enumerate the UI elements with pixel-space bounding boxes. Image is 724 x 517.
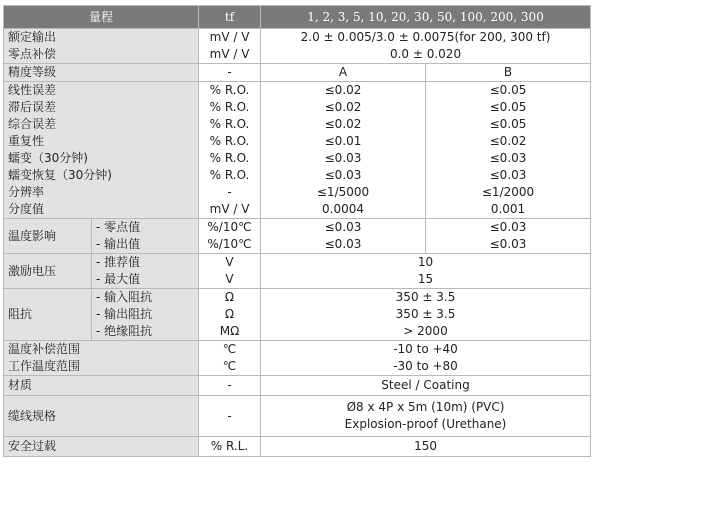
temp-effect-zero-a: ≤0.03: [324, 220, 362, 234]
rated-output-value: 2.0 ± 0.005/3.0 ± 0.0075(for 200, 300 tf): [300, 30, 551, 44]
impedance-label: 阻抗: [4, 289, 92, 341]
accuracy-class-unit: -: [199, 64, 261, 82]
table-row: [4, 376, 591, 396]
header-range: 量程: [4, 6, 199, 29]
combined-error-label: 综合误差: [8, 117, 57, 131]
impedance-insulation-sub: - 绝缘阻抗: [96, 324, 153, 338]
material-value: Steel / Coating: [261, 376, 591, 396]
table-row: [4, 396, 591, 437]
cable-unit: -: [199, 396, 261, 437]
accuracy-class-label: 精度等级: [4, 64, 199, 82]
table-row: [4, 29, 591, 64]
creep-b: ≤0.03: [489, 151, 527, 165]
header-unit: tf: [199, 6, 261, 29]
temp-effect-zero-unit: %/10℃: [207, 220, 252, 234]
temp-effect-output-b: ≤0.03: [489, 237, 527, 251]
impedance-output-sub: - 输出阻抗: [96, 307, 153, 321]
creep-recovery-a: ≤0.03: [324, 168, 362, 182]
excitation-max-unit: V: [225, 272, 234, 286]
impedance-input-sub: - 输入阻抗: [96, 290, 153, 304]
temp-effect-zero-b: ≤0.03: [489, 220, 527, 234]
temp-comp-range-value: -10 to +40: [393, 342, 458, 356]
accuracy-class-a: A: [261, 64, 426, 82]
temp-comp-range-unit: ℃: [222, 342, 237, 356]
repeatability-label: 重复性: [8, 134, 45, 148]
combined-error-b: ≤0.05: [489, 117, 527, 131]
hysteresis-label: 滞后误差: [8, 100, 57, 114]
impedance-input-value: 350 ± 3.5: [395, 290, 456, 304]
excitation-recommended-sub: - 推荐值: [96, 255, 141, 269]
impedance-input-unit: Ω: [224, 290, 235, 304]
table-row: [4, 82, 591, 219]
resolution-unit: -: [227, 185, 232, 199]
zero-balance-unit: mV / V: [209, 47, 250, 61]
repeatability-unit: % R.O.: [209, 134, 250, 148]
hysteresis-unit: % R.O.: [209, 100, 250, 114]
zero-balance-value: 0.0 ± 0.020: [389, 47, 462, 61]
op-temp-range-value: -30 to +80: [393, 359, 458, 373]
impedance-insulation-unit: MΩ: [219, 324, 240, 338]
resolution-label: 分辨率: [8, 185, 45, 199]
resolution-b: ≤1/2000: [481, 185, 535, 199]
creep-unit: % R.O.: [209, 151, 250, 165]
creep-recovery-b: ≤0.03: [489, 168, 527, 182]
rated-output-label: 额定输出: [8, 30, 57, 44]
cable-line1: Ø8 x 4P x 5m (10m) (PVC): [346, 400, 505, 414]
table-row: [4, 219, 591, 254]
division-unit: mV / V: [209, 202, 250, 216]
cable-line2: Explosion-proof (Urethane): [344, 417, 507, 431]
repeatability-b: ≤0.02: [489, 134, 527, 148]
hysteresis-a: ≤0.02: [324, 100, 362, 114]
cable-label: 缆线规格: [4, 396, 199, 437]
temp-effect-output-unit: %/10℃: [207, 237, 252, 251]
safe-overload-value: 150: [261, 437, 591, 457]
repeatability-a: ≤0.01: [324, 134, 362, 148]
temp-effect-output-a: ≤0.03: [324, 237, 362, 251]
creep-a: ≤0.03: [324, 151, 362, 165]
excitation-max-value: 15: [417, 272, 434, 286]
creep-recovery-label: 蠕变恢复（30分钟): [8, 168, 112, 182]
linearity-label: 线性误差: [8, 83, 57, 97]
linearity-b: ≤0.05: [489, 83, 527, 97]
linearity-a: ≤0.02: [324, 83, 362, 97]
op-temp-range-label: 工作温度范围: [8, 359, 81, 373]
temp-comp-range-label: 温度补偿范围: [8, 342, 81, 356]
material-unit: -: [199, 376, 261, 396]
impedance-output-unit: Ω: [224, 307, 235, 321]
header-capacities: 1, 2, 3, 5, 10, 20, 30, 50, 100, 200, 300: [261, 6, 591, 29]
excitation-recommended-unit: V: [225, 255, 234, 269]
rated-output-unit: mV / V: [209, 30, 250, 44]
table-row: [4, 64, 591, 82]
table-row: [4, 289, 591, 341]
impedance-output-value: 350 ± 3.5: [395, 307, 456, 321]
temp-effect-zero-sub: - 零点值: [96, 220, 141, 234]
temp-effect-output-sub: - 输出值: [96, 237, 141, 251]
creep-recovery-unit: % R.O.: [209, 168, 250, 182]
combined-error-unit: % R.O.: [209, 117, 250, 131]
zero-balance-label: 零点补偿: [8, 47, 57, 61]
safe-overload-unit: % R.L.: [199, 437, 261, 457]
accuracy-class-b: B: [426, 64, 591, 82]
impedance-insulation-value: > 2000: [403, 324, 448, 338]
temp-effect-label: 温度影响: [4, 219, 92, 254]
resolution-a: ≤1/5000: [316, 185, 370, 199]
division-label: 分度值: [8, 202, 45, 216]
excitation-recommended-value: 10: [417, 255, 434, 269]
division-b: 0.001: [490, 202, 526, 216]
table-row: [4, 254, 591, 289]
table-row: [4, 437, 591, 457]
combined-error-a: ≤0.02: [324, 117, 362, 131]
creep-label: 蠕变（30分钟): [8, 151, 88, 165]
division-a: 0.0004: [322, 202, 365, 216]
material-label: 材质: [4, 376, 199, 396]
op-temp-range-unit: ℃: [222, 359, 237, 373]
header-row: [4, 6, 591, 29]
spec-table: [3, 5, 591, 457]
excitation-label: 激励电压: [4, 254, 92, 289]
hysteresis-b: ≤0.05: [489, 100, 527, 114]
safe-overload-label: 安全过载: [4, 437, 199, 457]
table-row: [4, 341, 591, 376]
linearity-unit: % R.O.: [209, 83, 250, 97]
excitation-max-sub: - 最大值: [96, 272, 141, 286]
